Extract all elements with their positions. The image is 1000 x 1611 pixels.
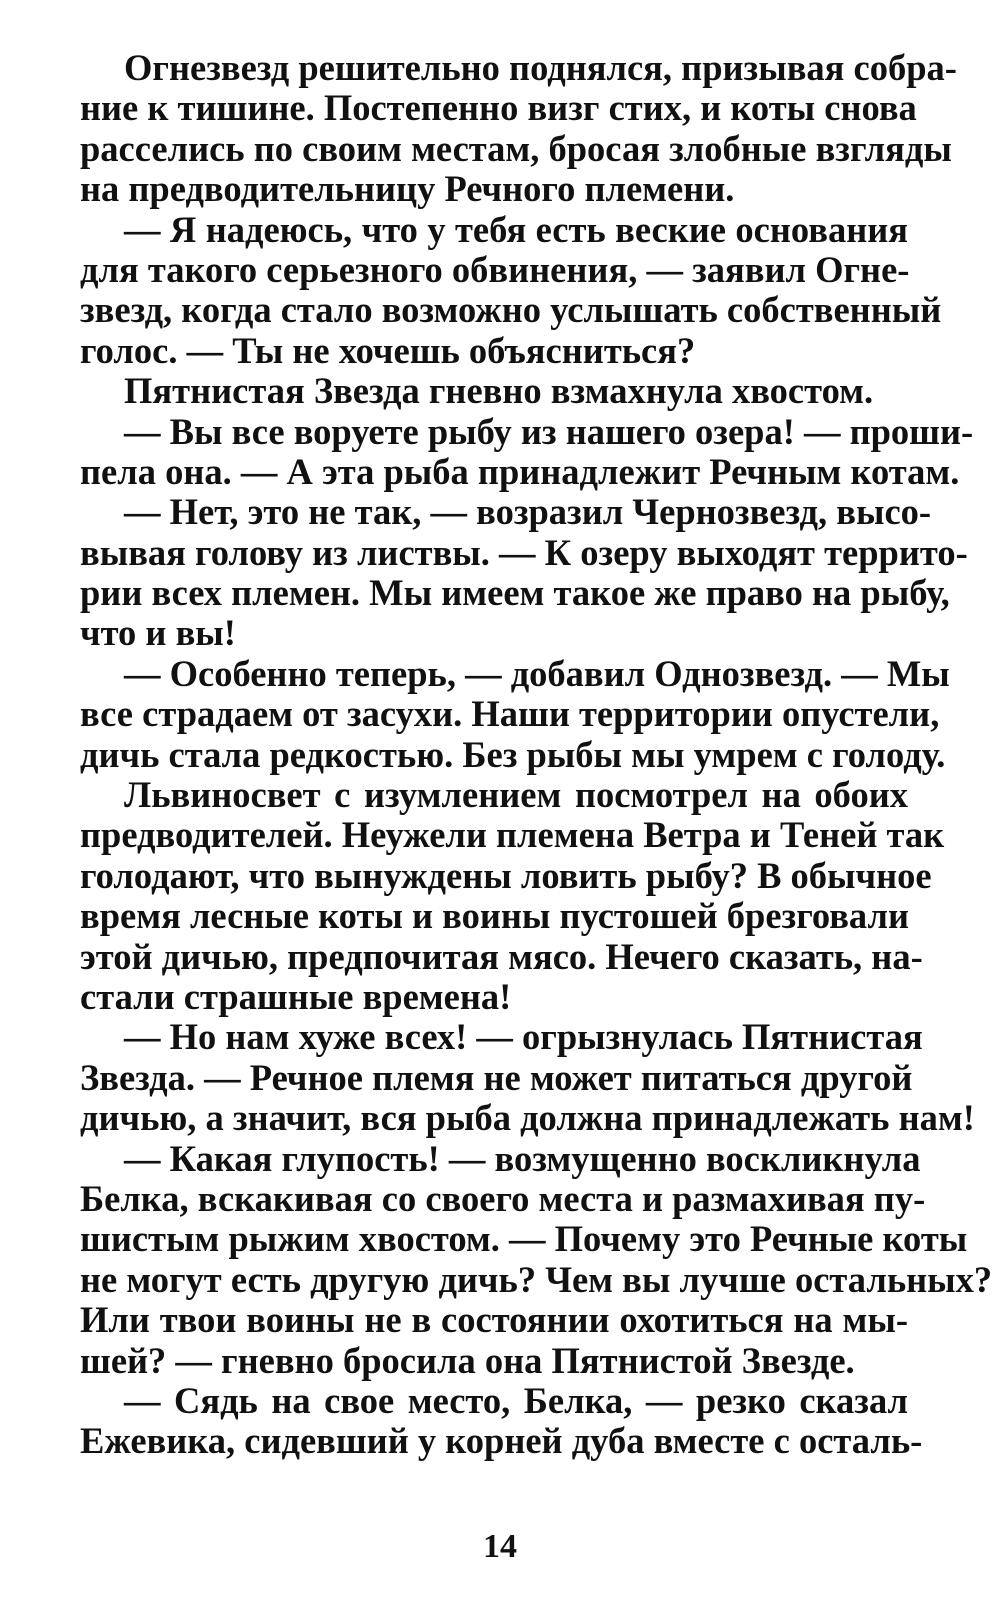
- paragraph: [80, 371, 908, 411]
- paragraph: [80, 208, 942, 372]
- paragraph: [80, 47, 957, 210]
- text-line: что и вы!: [80, 612, 236, 654]
- text-line: Огнезвезд решительно поднялся, призывая собра-: [124, 47, 957, 88]
- text-line: голос. — Ты не хочешь объясниться?: [80, 329, 696, 371]
- text-line: стали страшные времена!: [80, 975, 512, 1017]
- text-line: не могут есть другую дичь? Чем вы лучше остальных?: [80, 1258, 993, 1300]
- text-line: Пятнистая Звезда гневно взмахнула хвостом.: [124, 370, 874, 412]
- text-line: время лесные коты и воины пустошей брезговали: [80, 895, 909, 937]
- text-line: предводителей. Неужели племена Ветра и Теней так: [80, 814, 945, 856]
- paragraph: [80, 1137, 993, 1381]
- text-line: дичью, а значит, вся рыба должна принадлежать нам!: [80, 1097, 975, 1139]
- text-line: шистым рыжим хвостом. — Почему это Речные коты: [80, 1218, 968, 1260]
- text-line: этой дичью, предпочитая мясо. Нечего сказать, на-: [80, 935, 923, 977]
- paragraph: [80, 652, 950, 775]
- text-line: вывая голову из листвы. — К озеру выходят террито-: [80, 531, 968, 573]
- text-line: шей? — гневно бросила она Пятнистой Звезде.: [80, 1339, 855, 1381]
- text-line: — Вы все воруете рыбу из нашего озера! — проши-: [124, 410, 974, 452]
- paragraph: [80, 1379, 923, 1462]
- text-line: расселись по своим местам, бросая злобные взгляды: [80, 127, 952, 169]
- text-line: — Особенно теперь, — добавил Однозвезд. — Мы: [124, 652, 950, 694]
- paragraph: [80, 1016, 975, 1139]
- text-line: звезд, когда стало возможно услышать собственный: [80, 289, 942, 331]
- text-line: рии всех племен. Мы имеем такое же право на рыбу,: [80, 572, 950, 614]
- text-line: Ежевика, сидевший у корней дуба вместе с осталь-: [80, 1420, 923, 1462]
- text-line: Или твои воины не в состоянии охотиться на мы-: [80, 1299, 908, 1341]
- page-text: [80, 47, 993, 1462]
- page-number: 14: [483, 1528, 517, 1565]
- text-line: дичь стала редкостью. Без рыбы мы умрем с голоду.: [80, 733, 946, 775]
- text-line: на предводительницу Речного племени.: [80, 168, 735, 210]
- text-line: голодают, что вынуждены ловить рыбу? В обычное: [80, 854, 932, 896]
- text-line: ние к тишине. Постепенно визг стих, и коты снова: [80, 87, 917, 129]
- text-line: — Я надеюсь, что у тебя есть веские основания: [124, 208, 908, 250]
- text-line: Белка, вскакивая со своего места и размахивая пу-: [80, 1177, 926, 1219]
- paragraph: [80, 410, 974, 493]
- paragraph: [80, 774, 945, 1017]
- text-line: пела она. — А эта рыба принадлежит Речным котам.: [80, 450, 960, 492]
- text-line: Львиносвет с изумлением посмотрел на обоих: [124, 774, 908, 816]
- text-line: для такого серьезного обвинения, — заявил Огне-: [80, 248, 910, 290]
- text-line: Звезда. — Речное племя не может питаться другой: [80, 1056, 913, 1098]
- text-line: — Сядь на свое место, Белка, — резко сказал: [124, 1379, 908, 1421]
- text-line: — Какая глупость! — возмущенно воскликнула: [124, 1137, 921, 1179]
- text-line: — Нет, это не так, — возразил Чернозвезд, высо-: [124, 491, 932, 533]
- paragraph: [80, 491, 968, 654]
- text-line: — Но нам хуже всех! — огрызнулась Пятнистая: [124, 1016, 923, 1058]
- text-line: все страдаем от засухи. Наши территории опустели,: [80, 693, 940, 735]
